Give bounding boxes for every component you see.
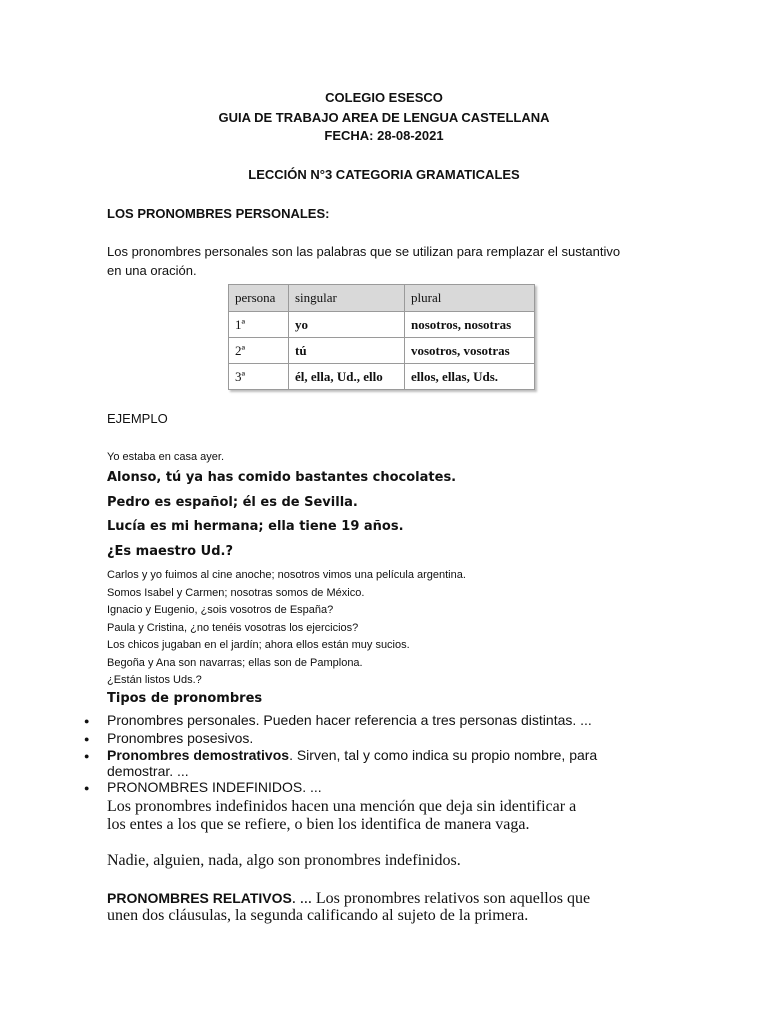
table-cell: 1ª: [229, 312, 289, 338]
types-heading: Tipos de pronombres: [107, 691, 263, 706]
bullet-dot-icon: ●: [84, 716, 90, 726]
lesson-title: LECCIÓN N°3 CATEGORIA GRAMATICALES: [248, 167, 520, 182]
example-sentence: Carlos y yo fuimos al cine anoche; nosotros vimos una película argentina.: [107, 569, 466, 581]
table-row: [229, 338, 535, 364]
table-header-cell: persona: [229, 285, 289, 312]
bullet-dot-icon: ●: [84, 751, 90, 761]
list-item-text: . Sirven, tal y como indica su propio nombre, para: [289, 747, 598, 763]
indefinidos-examples: Nadie, alguien, nada, algo son pronombres indefinidos.: [107, 852, 461, 869]
table-header-cell: plural: [405, 285, 535, 312]
table-cell: 2ª: [229, 338, 289, 364]
section-heading: LOS PRONOMBRES PERSONALES:: [107, 206, 330, 221]
example-sentence: ¿Es maestro Ud.?: [107, 544, 233, 559]
table-cell: 3ª: [229, 364, 289, 390]
relativos-line-2: unen dos cláusulas, la segunda calificando al sujeto de la primera.: [107, 907, 529, 924]
table-cell: yo: [289, 312, 405, 338]
document-date: FECHA: 28-08-2021: [324, 128, 444, 143]
table-header-cell: singular: [289, 285, 405, 312]
table-cell: él, ella, Ud., ello: [289, 364, 405, 390]
list-item: Pronombres posesivos.: [107, 730, 254, 746]
list-item-continuation: demostrar. ...: [107, 763, 189, 779]
pronoun-table: [228, 284, 535, 390]
example-sentence: Begoña y Ana son navarras; ellas son de Pamplona.: [107, 657, 363, 669]
relativos-bold: PRONOMBRES RELATIVOS: [107, 890, 292, 906]
table-cell: tú: [289, 338, 405, 364]
example-sentence: ¿Están listos Uds.?: [107, 674, 202, 686]
guide-title: GUIA DE TRABAJO AREA DE LENGUA CASTELLANA: [218, 110, 550, 125]
bullet-dot-icon: ●: [84, 783, 90, 793]
list-item: Pronombres personales. Pueden hacer referencia a tres personas distintas. ...: [107, 712, 592, 728]
indefinidos-line-2: los entes a los que se refiere, o bien los identifica de manera vaga.: [107, 816, 530, 833]
example-label: EJEMPLO: [107, 411, 168, 426]
relativos-text: . ... Los pronombres relativos son aquellos que: [291, 890, 591, 907]
list-item: [107, 747, 597, 763]
example-sentence: Ignacio y Eugenio, ¿sois vosotros de España?: [107, 604, 334, 616]
intro-line-2: en una oración.: [107, 263, 197, 278]
table-cell: nosotros, nosotras: [405, 312, 535, 338]
example-sentence: Lucía es mi hermana; ella tiene 19 años.: [107, 519, 404, 534]
table-row: [229, 364, 535, 390]
example-sentence: Yo estaba en casa ayer.: [107, 451, 225, 463]
example-sentence: Paula y Cristina, ¿no tenéis vosotras los ejercicios?: [107, 622, 359, 634]
example-sentence: Alonso, tú ya has comido bastantes chocolates.: [107, 470, 457, 485]
list-item: PRONOMBRES INDEFINIDOS. ...: [107, 779, 322, 795]
example-sentence: Somos Isabel y Carmen; nosotras somos de México.: [107, 587, 365, 599]
example-sentence: Los chicos jugaban en el jardín; ahora ellos están muy sucios.: [107, 639, 410, 651]
list-item-bold: Pronombres demostrativos: [107, 747, 290, 763]
intro-line-1: Los pronombres personales son las palabras que se utilizan para remplazar el sustantivo: [107, 244, 621, 259]
indefinidos-line-1: Los pronombres indefinidos hacen una mención que deja sin identificar a: [107, 798, 577, 815]
example-sentence: Pedro es español; él es de Sevilla.: [107, 495, 358, 510]
school-name: COLEGIO ESESCO: [325, 90, 443, 105]
table-header-row: [229, 285, 535, 312]
table-row: [229, 312, 535, 338]
table-cell: vosotros, vosotras: [405, 338, 535, 364]
table-cell: ellos, ellas, Uds.: [405, 364, 535, 390]
bullet-dot-icon: ●: [84, 734, 90, 744]
